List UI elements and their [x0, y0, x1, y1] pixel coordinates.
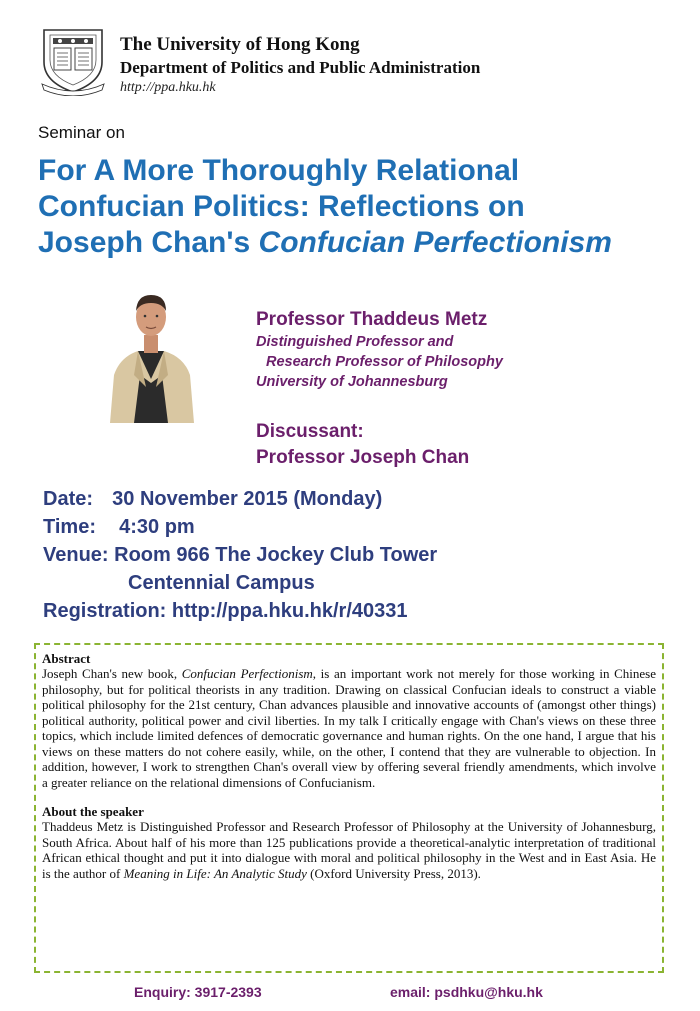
- abstract-box: [34, 643, 664, 973]
- venue-row: [43, 544, 437, 567]
- abstract-heading: Abstract: [42, 651, 91, 666]
- about-text: [42, 819, 656, 881]
- date-label: Date:: [43, 488, 94, 510]
- time-label: Time:: [43, 516, 96, 538]
- abstract-text: [42, 666, 656, 790]
- seminar-label: Seminar on: [38, 123, 125, 142]
- university-name: The University of Hong Kong: [120, 34, 360, 55]
- registration-link[interactable]: http://ppa.hku.hk/r/40331: [171, 600, 408, 622]
- abstract-book-title: Confucian Perfectionism: [181, 666, 313, 681]
- speaker-title-2: Research Professor of Philosophy: [266, 354, 503, 370]
- venue-label: Venue:: [43, 544, 109, 566]
- title-line-1: For A More Thoroughly Relational: [38, 154, 520, 187]
- seminar-title: [38, 153, 688, 261]
- title-line-2: Confucian Politics: Reflections on: [38, 190, 525, 223]
- speaker-title-1: Distinguished Professor and: [256, 334, 454, 350]
- speaker-affiliation: University of Johannesburg: [256, 374, 448, 390]
- title-book-name: Confucian Perfectionism: [258, 226, 612, 259]
- time-value: 4:30 pm: [119, 516, 195, 538]
- speaker-photo: [104, 283, 198, 423]
- about-text-part-1: Thaddeus Metz is Distinguished Professor and Research Professor of Philosophy at the University of Johannesburg, South Africa. About half of his more than 125 publications provide a theoretical-analytic interpretation of traditional African ethical thought and put it into dialogue with moral and political philosophy in the West and in East Asia. He is the author of: [42, 819, 656, 881]
- discussant-name: Professor Joseph Chan: [256, 447, 470, 468]
- date-value: 30 November 2015 (Monday): [112, 488, 383, 510]
- speaker-block: [256, 308, 503, 392]
- about-text-part-2: (Oxford University Press, 2013).: [306, 865, 481, 881]
- hku-crest-logo: [40, 26, 106, 96]
- date-row: [43, 488, 382, 511]
- abstract-text-part-2: , is an important work not merely for those working in Chinese philosophy, but for political theorists in any tradition. Drawing on classical Confucian ideals to construct a viable political philosophy for the 21st century, Chan advances plausible and innovative accounts of (amongst other things) political authority, political power and civil liberties. In my talk I critically engage with Chan's views on these three topics, which include limited defences of democratic governance and human rights. On the one hand, I argue that his views on these matters do not cohere easily, while, on the other, I contend that they are vulnerable to objection. In addition, however, I work to strengthen Chan's overall view by offering several friendly amendments, which involve a greater reliance on the relational dimensions of Confucianism.: [42, 666, 657, 790]
- department-url[interactable]: http://ppa.hku.hk: [120, 80, 216, 95]
- discussant-label: Discussant:: [256, 421, 364, 442]
- speaker-name: Professor Thaddeus Metz: [256, 309, 488, 330]
- registration-row: [43, 600, 408, 623]
- title-line-3-plain: Joseph Chan's: [38, 226, 259, 259]
- title-line-3: [38, 225, 688, 261]
- registration-label: Registration:: [43, 600, 167, 622]
- about-heading: About the speaker: [42, 804, 144, 819]
- abstract-text-part-1: Joseph Chan's new book,: [42, 666, 182, 681]
- enquiry-phone: Enquiry: 3917-2393: [134, 984, 262, 1000]
- about-book-title: Meaning in Life: An Analytic Study: [123, 865, 307, 881]
- venue-value-1: Room 966 The Jockey Club Tower: [114, 544, 438, 566]
- department-name: Department of Politics and Public Administration: [120, 58, 481, 77]
- contact-email[interactable]: email: psdhku@hku.hk: [390, 984, 543, 1000]
- time-row: [43, 516, 195, 539]
- venue-value-2: Centennial Campus: [128, 572, 315, 594]
